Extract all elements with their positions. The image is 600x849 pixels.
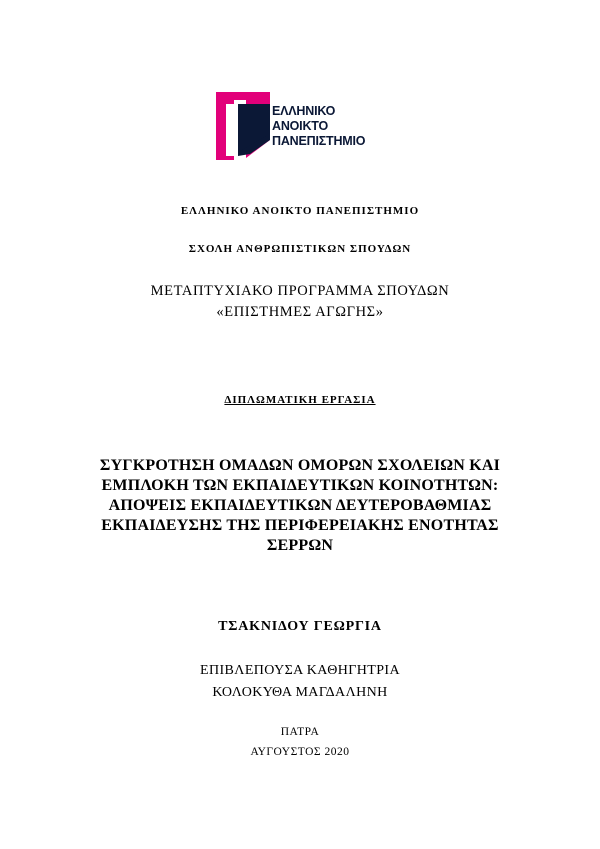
logo-text-line2: ΑΝΟΙΚΤΟ (272, 119, 329, 133)
city: ΠΑΤΡΑ (280, 726, 320, 738)
thesis-title-line: ΣΕΡΡΩΝ (266, 537, 334, 554)
supervisor-name: ΚΟΛΟΚΥΘΑ ΜΑΓΔΑΛΗΝΗ (212, 685, 388, 700)
program-name: ΜΕΤΑΠΤΥΧΙΑΚΟ ΠΡΟΓΡΑΜΜΑ ΣΠΟΥΔΩΝ (150, 283, 450, 299)
university-name: ΕΛΛΗΝΙΚΟ ΑΝΟΙΚΤΟ ΠΑΝΕΠΙΣΤΗΜΙΟ (180, 205, 420, 217)
logo-text (272, 104, 365, 149)
supervisor-role: ΕΠΙΒΛΕΠΟΥΣΑ ΚΑΘΗΓΗΤΡΙΑ (200, 663, 400, 678)
school-name: ΣΧΟΛΗ ΑΝΘΡΩΠΙΣΤΙΚΩΝ ΣΠΟΥΔΩΝ (188, 243, 412, 255)
logo-text-line3: ΠΑΝΕΠΙΣΤΗΜΙΟ (272, 134, 366, 148)
author-name: ΤΣΑΚΝΙΔΟΥ ΓΕΩΡΓΙΑ (218, 619, 382, 634)
thesis-title-line: ΣΥΓΚΡΟΤΗΣΗ ΟΜΑΔΩΝ ΟΜΟΡΩΝ ΣΧΟΛΕΙΩΝ ΚΑΙ (99, 457, 501, 474)
thesis-title (0, 456, 600, 556)
thesis-title-line: ΑΠΟΨΕΙΣ ΕΚΠΑΙΔΕΥΤΙΚΩΝ ΔΕΥΤΕΡΟΒΑΘΜΙΑΣ (108, 497, 492, 514)
university-logo (216, 92, 386, 160)
thesis-label: ΔΙΠΛΩΜΑΤΙΚΗ ΕΡΓΑΣΙΑ (224, 394, 376, 406)
logo-emblem-icon (216, 92, 272, 160)
thesis-title-line: ΕΜΠΛΟΚΗ ΤΩΝ ΕΚΠΑΙΔΕΥΤΙΚΩΝ ΚΟΙΝΟΤΗΤΩΝ: (101, 477, 499, 494)
logo-text-line1: ΕΛΛΗΝΙΚΟ (272, 104, 336, 118)
thesis-title-line: ΕΚΠΑΙΔΕΥΣΗΣ ΤΗΣ ΠΕΡΙΦΕΡΕΙΑΚΗΣ ΕΝΟΤΗΤΑΣ (101, 517, 499, 534)
program-subtitle: «ΕΠΙΣΤΗΜΕΣ ΑΓΩΓΗΣ» (216, 304, 384, 320)
date: ΑΥΓΟΥΣΤΟΣ 2020 (250, 746, 350, 758)
